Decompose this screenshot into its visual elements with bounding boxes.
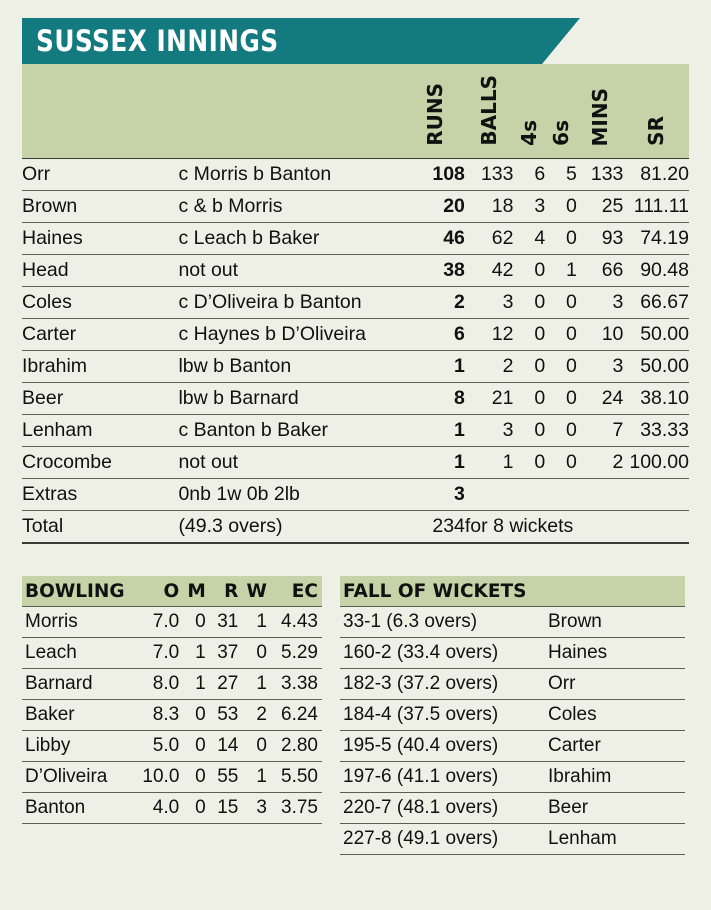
fow-score: 184-4 (37.5 overs)	[340, 700, 540, 731]
batter-name: Carter	[22, 319, 178, 351]
column-header-fours: 4s	[514, 64, 546, 159]
bowler-name: Baker	[22, 700, 142, 731]
fow-score: 195-5 (40.4 overs)	[340, 731, 540, 762]
bowler-maidens: 0	[183, 731, 210, 762]
bowler-runs: 55	[210, 762, 243, 793]
bowler-maidens: 0	[183, 762, 210, 793]
bowler-maidens: 0	[183, 607, 210, 638]
bowler-maidens: 1	[183, 638, 210, 669]
column-header-sr: SR	[623, 64, 689, 159]
column-header-maidens: M	[183, 576, 210, 607]
fow-batter: Beer	[540, 793, 685, 824]
bowler-name: Banton	[22, 793, 142, 824]
fow-score: 220-7 (48.1 overs)	[340, 793, 540, 824]
mins: 7	[577, 415, 624, 447]
batter-name: Brown	[22, 191, 178, 223]
table-row	[340, 731, 685, 762]
column-header-runs: RUNS	[406, 64, 465, 159]
runs: 46	[406, 223, 465, 255]
bowler-economy: 5.29	[271, 638, 322, 669]
runs: 20	[406, 191, 465, 223]
strike-rate: 38.10	[623, 383, 689, 415]
fours: 0	[514, 351, 546, 383]
innings-header-row	[22, 64, 689, 159]
balls: 3	[465, 287, 514, 319]
bowler-overs: 10.0	[142, 762, 183, 793]
fow-batter: Lenham	[540, 824, 685, 855]
mins: 10	[577, 319, 624, 351]
column-header-sixes: 6s	[545, 64, 577, 159]
table-row	[22, 351, 689, 383]
mins: 3	[577, 351, 624, 383]
fow-batter: Ibrahim	[540, 762, 685, 793]
bowler-wickets: 2	[242, 700, 271, 731]
mins: 24	[577, 383, 624, 415]
bowler-maidens: 1	[183, 669, 210, 700]
bowler-overs: 8.3	[142, 700, 183, 731]
fow-score: 182-3 (37.2 overs)	[340, 669, 540, 700]
column-header-dismissal	[178, 64, 405, 159]
bowling-table	[22, 576, 322, 824]
bowler-wickets: 3	[242, 793, 271, 824]
table-row	[22, 700, 322, 731]
table-row	[22, 731, 322, 762]
table-row	[22, 607, 322, 638]
column-header-batter	[22, 64, 178, 159]
sixes: 0	[545, 447, 577, 479]
total-runs: 234	[406, 511, 465, 544]
dismissal: lbw b Banton	[178, 351, 405, 383]
table-row	[22, 287, 689, 319]
strike-rate: 50.00	[623, 319, 689, 351]
extras-label: Extras	[22, 479, 178, 511]
balls: 12	[465, 319, 514, 351]
bowler-runs: 14	[210, 731, 243, 762]
bowler-overs: 7.0	[142, 638, 183, 669]
runs: 1	[406, 447, 465, 479]
bowler-wickets: 0	[242, 638, 271, 669]
fow-header-row	[340, 576, 685, 607]
fours: 3	[514, 191, 546, 223]
fow-batter: Orr	[540, 669, 685, 700]
bowler-overs: 4.0	[142, 793, 183, 824]
mins: 2	[577, 447, 624, 479]
strike-rate: 111.11	[623, 191, 689, 223]
bowler-name: Barnard	[22, 669, 142, 700]
extras-runs: 3	[406, 479, 465, 511]
bowler-economy: 5.50	[271, 762, 322, 793]
bowler-name: Leach	[22, 638, 142, 669]
innings-table	[22, 64, 689, 544]
column-header-overs: O	[142, 576, 183, 607]
bowler-economy: 2.80	[271, 731, 322, 762]
bowler-economy: 4.43	[271, 607, 322, 638]
column-header-economy: EC	[271, 576, 322, 607]
extras-fours	[514, 479, 546, 511]
fours: 4	[514, 223, 546, 255]
bowler-maidens: 0	[183, 700, 210, 731]
fours: 0	[514, 415, 546, 447]
fow-batter: Carter	[540, 731, 685, 762]
bowler-runs: 37	[210, 638, 243, 669]
fow-score: 197-6 (41.1 overs)	[340, 762, 540, 793]
bowling-title: BOWLING	[22, 576, 142, 607]
balls: 1	[465, 447, 514, 479]
dismissal: c D’Oliveira b Banton	[178, 287, 405, 319]
total-overs: (49.3 overs)	[178, 511, 405, 544]
bowler-runs: 27	[210, 669, 243, 700]
bowler-name: Morris	[22, 607, 142, 638]
table-row	[22, 669, 322, 700]
mins: 25	[577, 191, 624, 223]
fow-batter: Haines	[540, 638, 685, 669]
table-row	[340, 700, 685, 731]
dismissal: c & b Morris	[178, 191, 405, 223]
extras-mins	[577, 479, 624, 511]
bowler-wickets: 0	[242, 731, 271, 762]
extras-sr	[623, 479, 689, 511]
table-row	[22, 415, 689, 447]
table-row	[22, 223, 689, 255]
strike-rate: 100.00	[623, 447, 689, 479]
balls: 42	[465, 255, 514, 287]
balls: 62	[465, 223, 514, 255]
fall-of-wickets-table	[340, 576, 685, 855]
table-row	[22, 191, 689, 223]
bowler-runs: 53	[210, 700, 243, 731]
balls: 21	[465, 383, 514, 415]
bowler-economy: 3.38	[271, 669, 322, 700]
table-row	[22, 638, 322, 669]
mins: 133	[577, 159, 624, 191]
batter-name: Coles	[22, 287, 178, 319]
bowler-wickets: 1	[242, 669, 271, 700]
fow-batter: Coles	[540, 700, 685, 731]
bowler-runs: 31	[210, 607, 243, 638]
fall-of-wickets-section	[340, 576, 685, 855]
table-row	[22, 255, 689, 287]
batter-name: Orr	[22, 159, 178, 191]
balls: 18	[465, 191, 514, 223]
runs: 38	[406, 255, 465, 287]
strike-rate: 66.67	[623, 287, 689, 319]
strike-rate: 90.48	[623, 255, 689, 287]
table-row	[22, 159, 689, 191]
runs: 1	[406, 351, 465, 383]
runs: 6	[406, 319, 465, 351]
fours: 0	[514, 383, 546, 415]
total-summary: for 8 wickets	[465, 511, 689, 544]
table-row	[22, 319, 689, 351]
table-row	[340, 824, 685, 855]
batter-name: Haines	[22, 223, 178, 255]
runs: 2	[406, 287, 465, 319]
dismissal: c Haynes b D’Oliveira	[178, 319, 405, 351]
extras-sixes	[545, 479, 577, 511]
bowler-overs: 8.0	[142, 669, 183, 700]
batter-name: Ibrahim	[22, 351, 178, 383]
innings-banner	[22, 18, 542, 64]
dismissal: c Banton b Baker	[178, 415, 405, 447]
fours: 0	[514, 255, 546, 287]
fow-score: 160-2 (33.4 overs)	[340, 638, 540, 669]
bowler-name: D’Oliveira	[22, 762, 142, 793]
batter-name: Beer	[22, 383, 178, 415]
extras-detail: 0nb 1w 0b 2lb	[178, 479, 405, 511]
runs: 1	[406, 415, 465, 447]
sixes: 0	[545, 351, 577, 383]
batter-name: Crocombe	[22, 447, 178, 479]
dismissal: not out	[178, 255, 405, 287]
dismissal: lbw b Barnard	[178, 383, 405, 415]
bowler-economy: 3.75	[271, 793, 322, 824]
bowler-overs: 7.0	[142, 607, 183, 638]
fall-of-wickets-title: FALL OF WICKETS	[340, 576, 685, 607]
table-row	[22, 793, 322, 824]
batter-name: Lenham	[22, 415, 178, 447]
bowler-wickets: 1	[242, 607, 271, 638]
fours: 0	[514, 287, 546, 319]
table-row	[340, 762, 685, 793]
sixes: 0	[545, 415, 577, 447]
balls: 3	[465, 415, 514, 447]
strike-rate: 74.19	[623, 223, 689, 255]
fow-score: 227-8 (49.1 overs)	[340, 824, 540, 855]
strike-rate: 33.33	[623, 415, 689, 447]
batter-name: Head	[22, 255, 178, 287]
column-header-bowling-runs: R	[210, 576, 243, 607]
sixes: 0	[545, 319, 577, 351]
strike-rate: 50.00	[623, 351, 689, 383]
strike-rate: 81.20	[623, 159, 689, 191]
fow-score: 33-1 (6.3 overs)	[340, 607, 540, 638]
table-row	[22, 762, 322, 793]
sixes: 5	[545, 159, 577, 191]
table-row	[340, 638, 685, 669]
dismissal: not out	[178, 447, 405, 479]
bowler-maidens: 0	[183, 793, 210, 824]
bowling-header-row	[22, 576, 322, 607]
table-row	[340, 607, 685, 638]
fours: 0	[514, 447, 546, 479]
bowler-wickets: 1	[242, 762, 271, 793]
lower-section	[22, 576, 689, 855]
table-row	[22, 383, 689, 415]
bowler-name: Libby	[22, 731, 142, 762]
bowler-overs: 5.0	[142, 731, 183, 762]
sixes: 1	[545, 255, 577, 287]
fours: 0	[514, 319, 546, 351]
page-title: SUSSEX INNINGS	[36, 24, 279, 58]
column-header-mins: MINS	[577, 64, 624, 159]
mins: 3	[577, 287, 624, 319]
bowling-section	[22, 576, 322, 855]
extras-row	[22, 479, 689, 511]
balls: 133	[465, 159, 514, 191]
mins: 66	[577, 255, 624, 287]
fours: 6	[514, 159, 546, 191]
balls: 2	[465, 351, 514, 383]
bowler-runs: 15	[210, 793, 243, 824]
table-row	[340, 669, 685, 700]
total-row	[22, 511, 689, 544]
runs: 108	[406, 159, 465, 191]
sixes: 0	[545, 287, 577, 319]
table-row	[340, 793, 685, 824]
banner-slant-decoration	[542, 18, 580, 64]
mins: 93	[577, 223, 624, 255]
sixes: 0	[545, 383, 577, 415]
sixes: 0	[545, 191, 577, 223]
extras-balls	[465, 479, 514, 511]
bowler-economy: 6.24	[271, 700, 322, 731]
dismissal: c Morris b Banton	[178, 159, 405, 191]
runs: 8	[406, 383, 465, 415]
sixes: 0	[545, 223, 577, 255]
table-row	[22, 447, 689, 479]
column-header-balls: BALLS	[465, 64, 514, 159]
dismissal: c Leach b Baker	[178, 223, 405, 255]
total-label: Total	[22, 511, 178, 544]
column-header-wickets: W	[242, 576, 271, 607]
fow-batter: Brown	[540, 607, 685, 638]
